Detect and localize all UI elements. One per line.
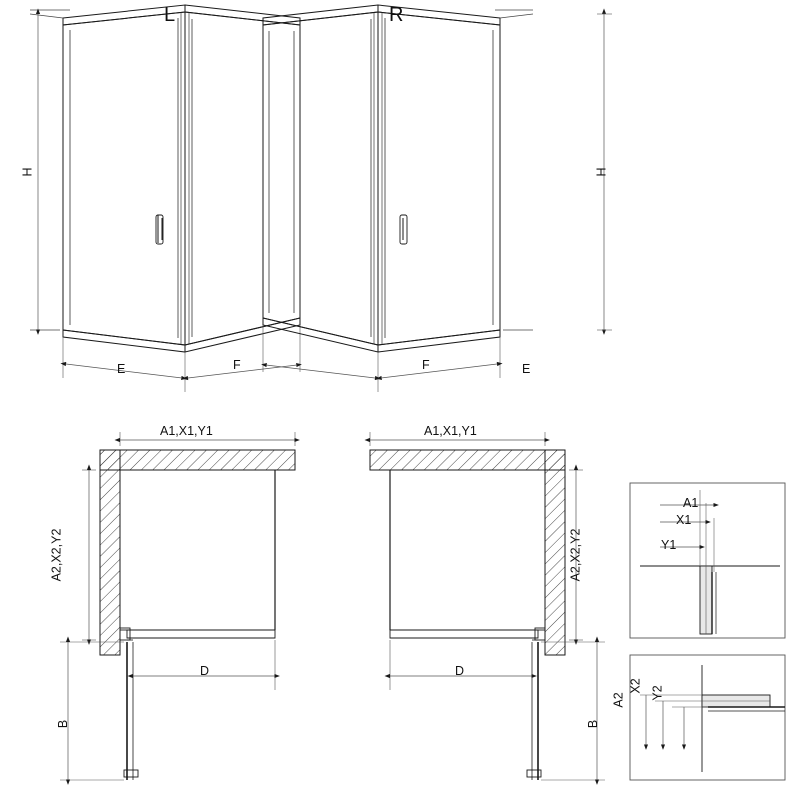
plan-view-left <box>60 432 295 780</box>
detail-view-top <box>630 483 785 638</box>
detail-label-a1: A1 <box>683 496 699 510</box>
dim-e-right: E <box>522 362 531 376</box>
detail-view-bottom <box>630 655 785 780</box>
dim-f-right: F <box>422 358 430 372</box>
dim-a2x2y2-left: A2,X2,Y2 <box>49 528 64 582</box>
iso-view-right <box>263 5 612 392</box>
dim-b-right: B <box>586 719 601 729</box>
detail-label-a2: A2 <box>611 692 626 708</box>
detail-label-y2: Y2 <box>650 685 665 701</box>
detail-label-x2: X2 <box>628 678 643 694</box>
dim-a1x1y1-right: A1,X1,Y1 <box>424 424 477 438</box>
plan-view-right <box>370 432 605 780</box>
detail-label-x1: X1 <box>676 513 692 527</box>
dim-a1x1y1-left: A1,X1,Y1 <box>160 424 213 438</box>
dim-b-left: B <box>56 719 71 729</box>
dim-f-left: F <box>233 358 241 372</box>
dim-a2x2y2-right: A2,X2,Y2 <box>568 528 583 582</box>
label-view-right: R <box>389 4 404 26</box>
label-view-left: L <box>164 4 176 26</box>
detail-label-y1: Y1 <box>661 538 677 552</box>
dim-e-left: E <box>117 362 126 376</box>
dim-h-right: H <box>594 167 609 177</box>
dim-h-left: H <box>20 167 35 177</box>
dim-d-left: D <box>200 664 210 678</box>
dim-d-right: D <box>455 664 465 678</box>
iso-view-left <box>30 5 300 392</box>
